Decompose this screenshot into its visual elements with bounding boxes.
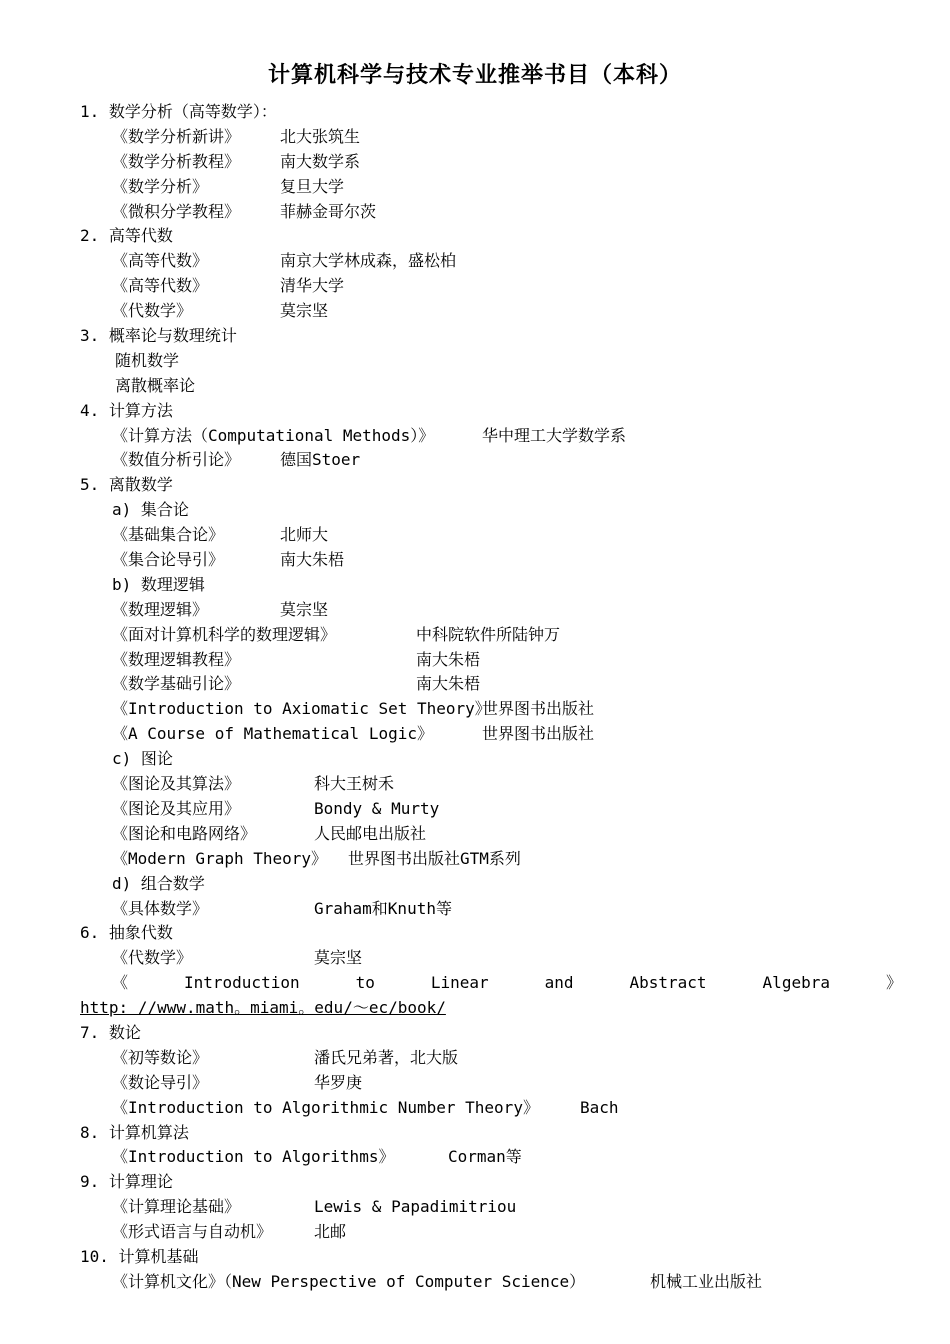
list-item: 随机数学 — [115, 350, 180, 370]
section-heading: 9. 计算理论 — [80, 1172, 173, 1192]
book-title: 《数学分析教程》 — [112, 151, 241, 171]
list-item — [112, 523, 950, 548]
book-title: 《Modern Graph Theory》 — [112, 848, 328, 868]
list-item — [112, 200, 950, 225]
book-title: 《数学分析》 — [112, 176, 209, 196]
section-heading: 2. 高等代数 — [80, 226, 173, 246]
book-title: 《图论及其应用》 — [112, 798, 241, 818]
book-author: 南大朱梧 — [416, 674, 481, 694]
book-list — [0, 100, 950, 1295]
book-title: 《数学分析新讲》 — [112, 126, 241, 146]
book-title: 《形式语言与自动机》 — [112, 1222, 273, 1242]
book-title: 《高等代数》 — [112, 276, 209, 296]
section-heading: 6. 抽象代数 — [80, 923, 173, 943]
section-heading: 10. 计算机基础 — [80, 1246, 199, 1266]
book-title: 《数学基础引论》 — [112, 674, 241, 694]
list-item — [112, 697, 950, 722]
book-title: 《数理逻辑》 — [112, 599, 209, 619]
list-item — [112, 598, 950, 623]
book-title: 《具体数学》 — [112, 898, 209, 918]
justified-book-title — [112, 971, 902, 996]
list-item — [112, 847, 950, 872]
section-heading: 4. 计算方法 — [80, 400, 173, 420]
book-author: 莫宗坚 — [314, 948, 363, 968]
section-heading: 8. 计算机算法 — [80, 1122, 189, 1142]
book-author: 北师大 — [280, 525, 329, 545]
book-author: 世界图书出版社GTM系列 — [348, 848, 521, 868]
book-author: 莫宗坚 — [280, 301, 329, 321]
book-author: 世界图书出版社 — [482, 699, 595, 719]
book-author: 华罗庚 — [314, 1072, 363, 1092]
book-author: 南京大学林成森，盛松柏 — [280, 251, 457, 271]
book-title: 《数理逻辑教程》 — [112, 649, 241, 669]
list-item — [112, 1096, 950, 1121]
book-author: 北大张筑生 — [280, 126, 361, 146]
book-author: 潘氏兄弟著，北大版 — [314, 1047, 459, 1067]
book-author: Graham和Knuth等 — [314, 898, 452, 918]
section-heading: 5. 离散数学 — [80, 475, 173, 495]
book-author: 南大朱梧 — [280, 550, 345, 570]
book-title: 《微积分学教程》 — [112, 201, 241, 221]
list-item — [112, 1220, 950, 1245]
book-title: 《高等代数》 — [112, 251, 209, 271]
book-url-link[interactable]: http: //www.math。miami。edu/～ec/book/ — [80, 998, 446, 1018]
book-title: 《基础集合论》 — [112, 525, 225, 545]
list-item — [112, 175, 950, 200]
book-author: 科大王树禾 — [314, 774, 395, 794]
list-item — [112, 150, 950, 175]
book-author: 菲赫金哥尔茨 — [280, 201, 377, 221]
book-author: 人民邮电出版社 — [314, 823, 427, 843]
list-item — [112, 299, 950, 324]
book-title: 《计算机文化》（New Perspective of Computer Science） — [112, 1271, 586, 1291]
book-author: 德国Stoer — [280, 450, 361, 470]
subsection-label: b) 数理逻辑 — [112, 574, 205, 594]
section-heading: 1. 数学分析（高等数学）： — [80, 102, 277, 121]
list-item — [112, 274, 950, 299]
list-item — [112, 648, 950, 673]
book-author: 华中理工大学数学系 — [482, 425, 627, 445]
list-item — [112, 722, 950, 747]
subsection-label: a) 集合论 — [112, 500, 189, 520]
book-title: 《Introduction to Axiomatic Set Theory》 — [112, 699, 491, 719]
book-title: 《代数学》 — [112, 301, 193, 321]
list-item — [112, 672, 950, 697]
book-author: Corman等 — [448, 1147, 522, 1167]
book-title: 《A Course of Mathematical Logic》 — [112, 724, 433, 744]
list-item — [112, 1195, 950, 1220]
book-title: 《集合论导引》 — [112, 550, 225, 570]
book-title: 《计算方法（Computational Methods）》 — [112, 425, 435, 445]
list-item: 离散概率论 — [115, 375, 196, 395]
section-heading: 3. 概率论与数理统计 — [80, 326, 237, 346]
list-item — [112, 125, 950, 150]
title-word: and — [544, 973, 574, 993]
book-title: 《图论及其算法》 — [112, 774, 241, 794]
list-item — [112, 946, 950, 971]
book-title: 《Introduction to Algorithms》 — [112, 1147, 395, 1167]
book-author: 南大数学系 — [280, 151, 361, 171]
book-author: 清华大学 — [280, 276, 345, 296]
book-title: 《数值分析引论》 — [112, 450, 241, 470]
book-author: Bach — [580, 1097, 619, 1117]
book-title: 《数论导引》 — [112, 1072, 209, 1092]
title-word: 》 — [885, 973, 902, 993]
title-word: Algebra — [762, 973, 830, 993]
book-title: 《计算理论基础》 — [112, 1197, 241, 1217]
book-title: 《初等数论》 — [112, 1047, 209, 1067]
list-item — [112, 797, 950, 822]
book-author: 机械工业出版社 — [650, 1271, 763, 1291]
title-word: 《 — [112, 973, 129, 993]
book-author: Lewis & Papadimitriou — [314, 1197, 517, 1217]
title-word: Abstract — [629, 973, 707, 993]
book-author: 世界图书出版社 — [482, 724, 595, 744]
list-item — [112, 772, 950, 797]
book-author: 南大朱梧 — [416, 649, 481, 669]
book-author: 北邮 — [314, 1222, 347, 1242]
list-item — [112, 548, 950, 573]
list-item — [112, 1145, 950, 1170]
list-item — [112, 822, 950, 847]
list-item — [112, 623, 950, 648]
list-item — [112, 897, 950, 922]
book-title: 《Introduction to Algorithmic Number Theory》 — [112, 1097, 539, 1117]
list-item — [112, 1270, 950, 1295]
subsection-label: d) 组合数学 — [112, 873, 205, 893]
title-word: Introduction — [184, 973, 300, 993]
book-author: 中科院软件所陆钟万 — [416, 624, 561, 644]
book-author: 复旦大学 — [280, 176, 345, 196]
section-heading: 7. 数论 — [80, 1022, 141, 1042]
title-word: Linear — [430, 973, 489, 993]
document-title: 计算机科学与技术专业推举书目（本科） — [267, 63, 682, 88]
list-item — [112, 448, 950, 473]
list-item — [112, 424, 950, 449]
title-word: to — [355, 973, 375, 993]
subsection-label: c) 图论 — [112, 749, 173, 769]
book-title: 《图论和电路网络》 — [112, 823, 257, 843]
list-item — [112, 1071, 950, 1096]
book-title: 《代数学》 — [112, 948, 193, 968]
book-title: 《面对计算机科学的数理逻辑》 — [112, 624, 337, 644]
list-item — [112, 249, 950, 274]
book-author: 莫宗坚 — [280, 599, 329, 619]
list-item — [112, 1046, 950, 1071]
book-author: Bondy & Murty — [314, 798, 440, 818]
